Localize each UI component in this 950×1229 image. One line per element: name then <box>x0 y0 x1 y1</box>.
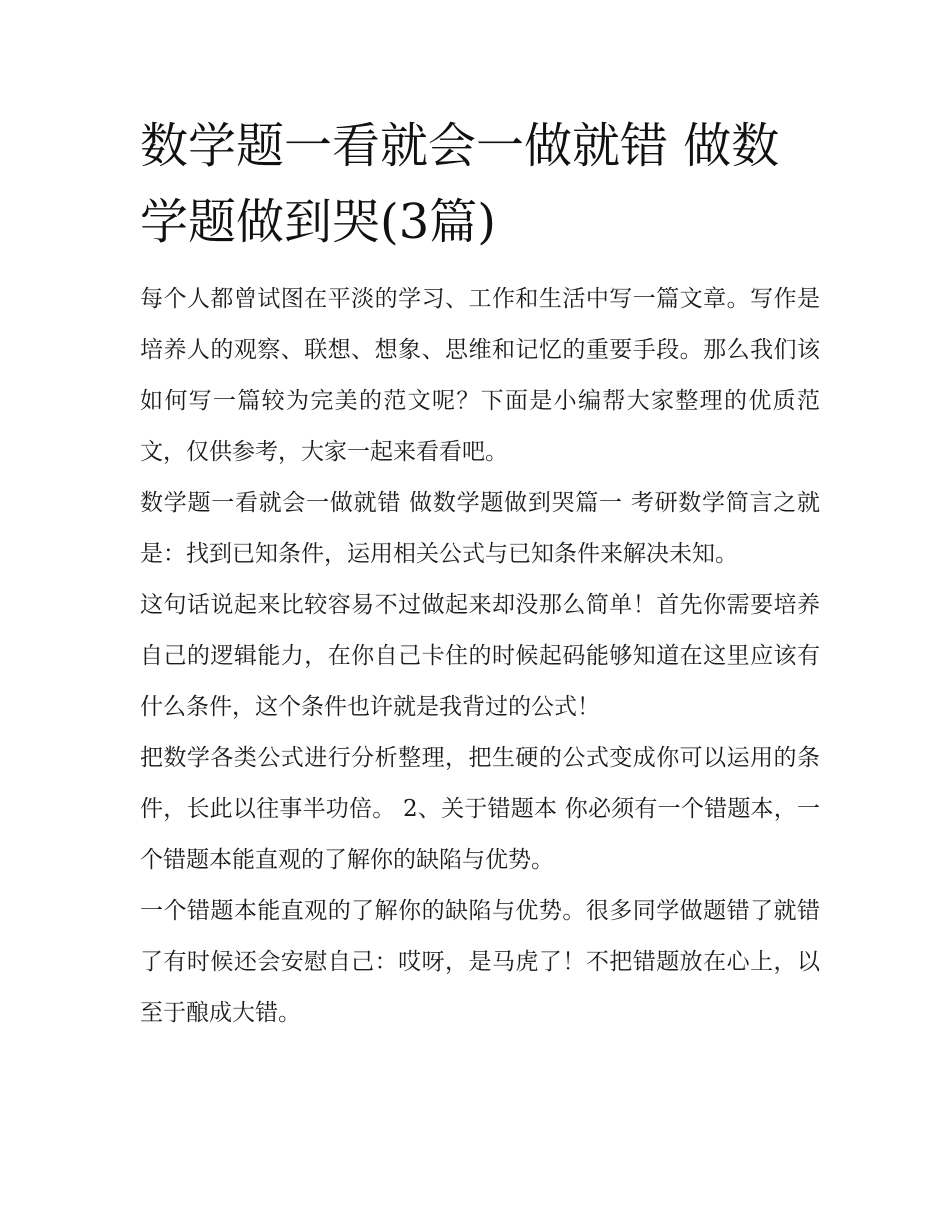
paragraph-section-one: 数学题一看就会一做就错 做数学题做到哭篇一 考研数学简言之就是：找到已知条件，运用相关公式与已知条件来解决未知。 <box>140 490 820 567</box>
document-content <box>140 108 820 1039</box>
paragraph-error-notebook: 一个错题本能直观的了解你的缺陷与优势。很多同学做题错了就错了有时候还会安慰自己：哎呀，是马虎了！不把错题放在心上，以至于酿成大错。 <box>140 898 820 1026</box>
paragraph-formulas: 把数学各类公式进行分析整理，把生硬的公式变成你可以运用的条件，长此以往事半功倍。 2、关于错题本 你必须有一个错题本，一个错题本能直观的了解你的缺陷与优势。 <box>140 745 820 873</box>
document-title: 数学题一看就会一做就错 做数学题做到哭(3篇) <box>140 118 780 250</box>
document-body <box>140 274 820 1039</box>
paragraph-intro: 每个人都曾试图在平淡的学习、工作和生活中写一篇文章。写作是培养人的观察、联想、想象、思维和记忆的重要手段。那么我们该如何写一篇较为完美的范文呢？下面是小编帮大家整理的优质范文，仅供参考，大家一起来看看吧。 <box>140 286 820 465</box>
paragraph-logic: 这句话说起来比较容易不过做起来却没那么简单！首先你需要培养自己的逻辑能力，在你自己卡住的时候起码能够知道在这里应该有什么条件，这个条件也许就是我背过的公式！ <box>140 592 820 720</box>
